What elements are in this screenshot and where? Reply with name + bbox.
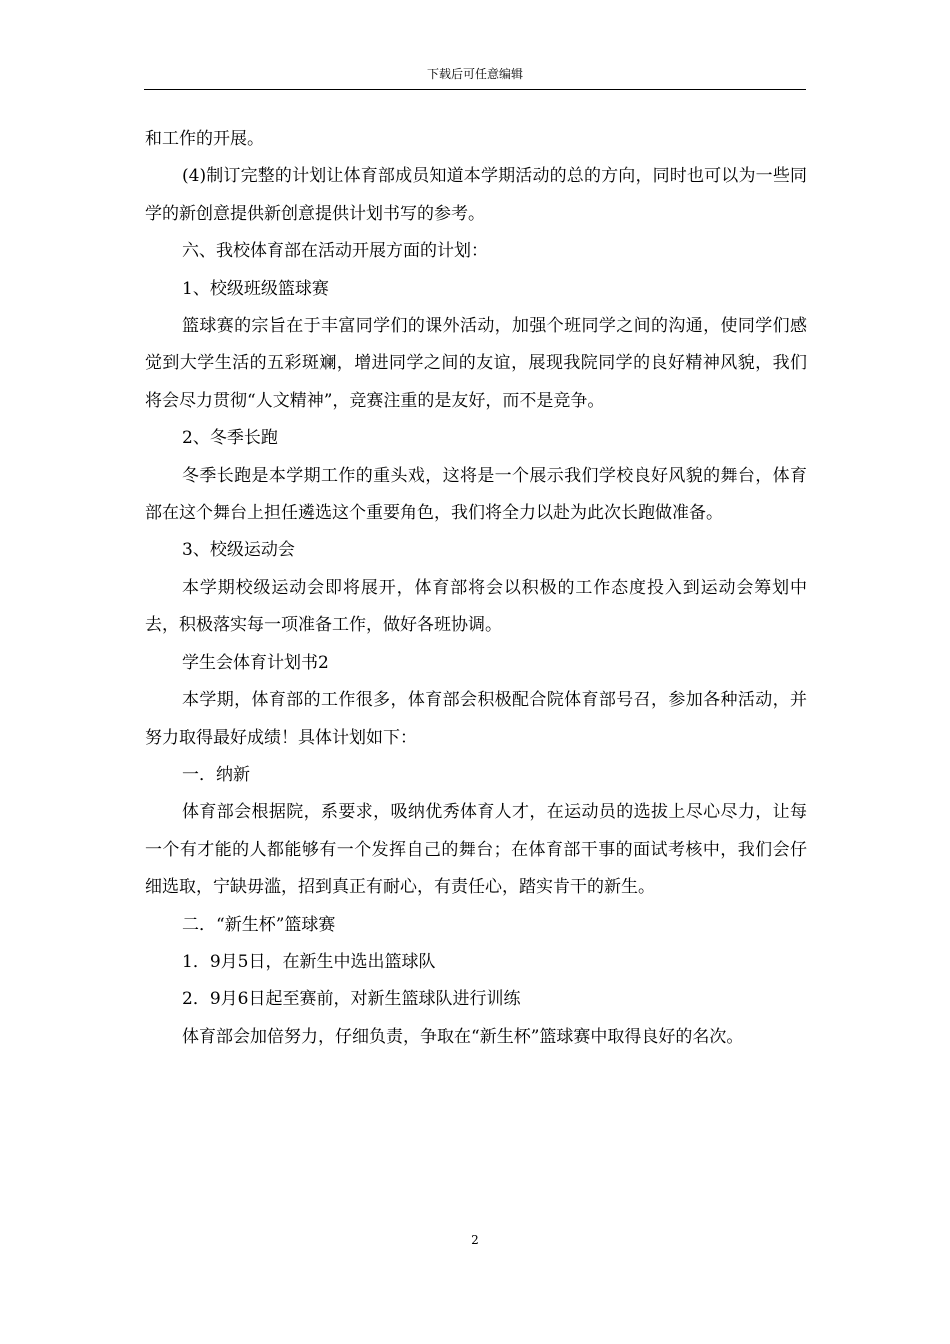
section-heading-recruit: 一．纳新 [182, 764, 250, 785]
item-heading-basketball: 1、校级班级篮球赛 [182, 278, 329, 299]
paragraph-1: 和工作的开展。 [145, 129, 264, 149]
paragraph-intro: 本学期，体育部的工作很多，体育部会积极配合院体育部号召，参加各种活动，并努力取得最好成绩！具体计划如下： [145, 690, 807, 748]
document-body [145, 121, 807, 1056]
page-number: 2 [471, 1233, 479, 1247]
item-heading-winter-run: 2、冬季长跑 [182, 428, 278, 449]
section-heading-freshman-cup: 二．“新生杯”篮球赛 [182, 914, 336, 935]
document-subtitle: 学生会体育计划书2 [182, 652, 329, 673]
section-heading-six: 六、我校体育部在活动开展方面的计划： [182, 241, 488, 262]
paragraph-sports-meet: 本学期校级运动会即将展开，体育部将会以积极的工作态度投入到运动会筹划中去，积极落实每一项准备工作，做好各班协调。 [145, 577, 807, 636]
list-item-2: 2．9月6日起至赛前，对新生篮球队进行训练 [182, 989, 521, 1010]
page-header: 下载后可任意编辑 [426, 67, 523, 81]
paragraph-basketball: 篮球赛的宗旨在于丰富同学们的课外活动，加强个班同学之间的沟通，使同学们感觉到大学生活的五彩斑斓，增进同学之间的友谊，展现我院同学的良好精神风貌，我们将会尽力贯彻“人文精神”，竞赛注重的是友好，而不是竞争。 [145, 316, 807, 411]
item-heading-sports-meet: 3、校级运动会 [182, 540, 295, 561]
paragraph-winter-run: 冬季长跑是本学期工作的重头戏，这将是一个展示我们学校良好风貌的舞台，体育部在这个舞台上担任遴选这个重要角色，我们将全力以赴为此次长跑做准备。 [145, 465, 807, 524]
paragraph-closing: 体育部会加倍努力，仔细负责，争取在“新生杯”篮球赛中取得良好的名次。 [182, 1026, 744, 1047]
paragraph-recruit: 体育部会根据院，系要求，吸纳优秀体育人才，在运动员的选拔上尽心尽力，让每一个有才能的人都能够有一个发挥自己的舞台；在体育部干事的面试考核中，我们会仔细选取，宁缺毋滥，招到真正有耐心，有责任心，踏实肯干的新生。 [145, 802, 807, 898]
header-divider [144, 89, 806, 90]
list-item-1: 1．9月5日，在新生中选出篮球队 [182, 951, 436, 972]
paragraph-2: (4)制订完整的计划让体育部成员知道本学期活动的总的方向，同时也可以为一些同学的新创意提供新创意提供计划书写的参考。 [145, 166, 807, 224]
